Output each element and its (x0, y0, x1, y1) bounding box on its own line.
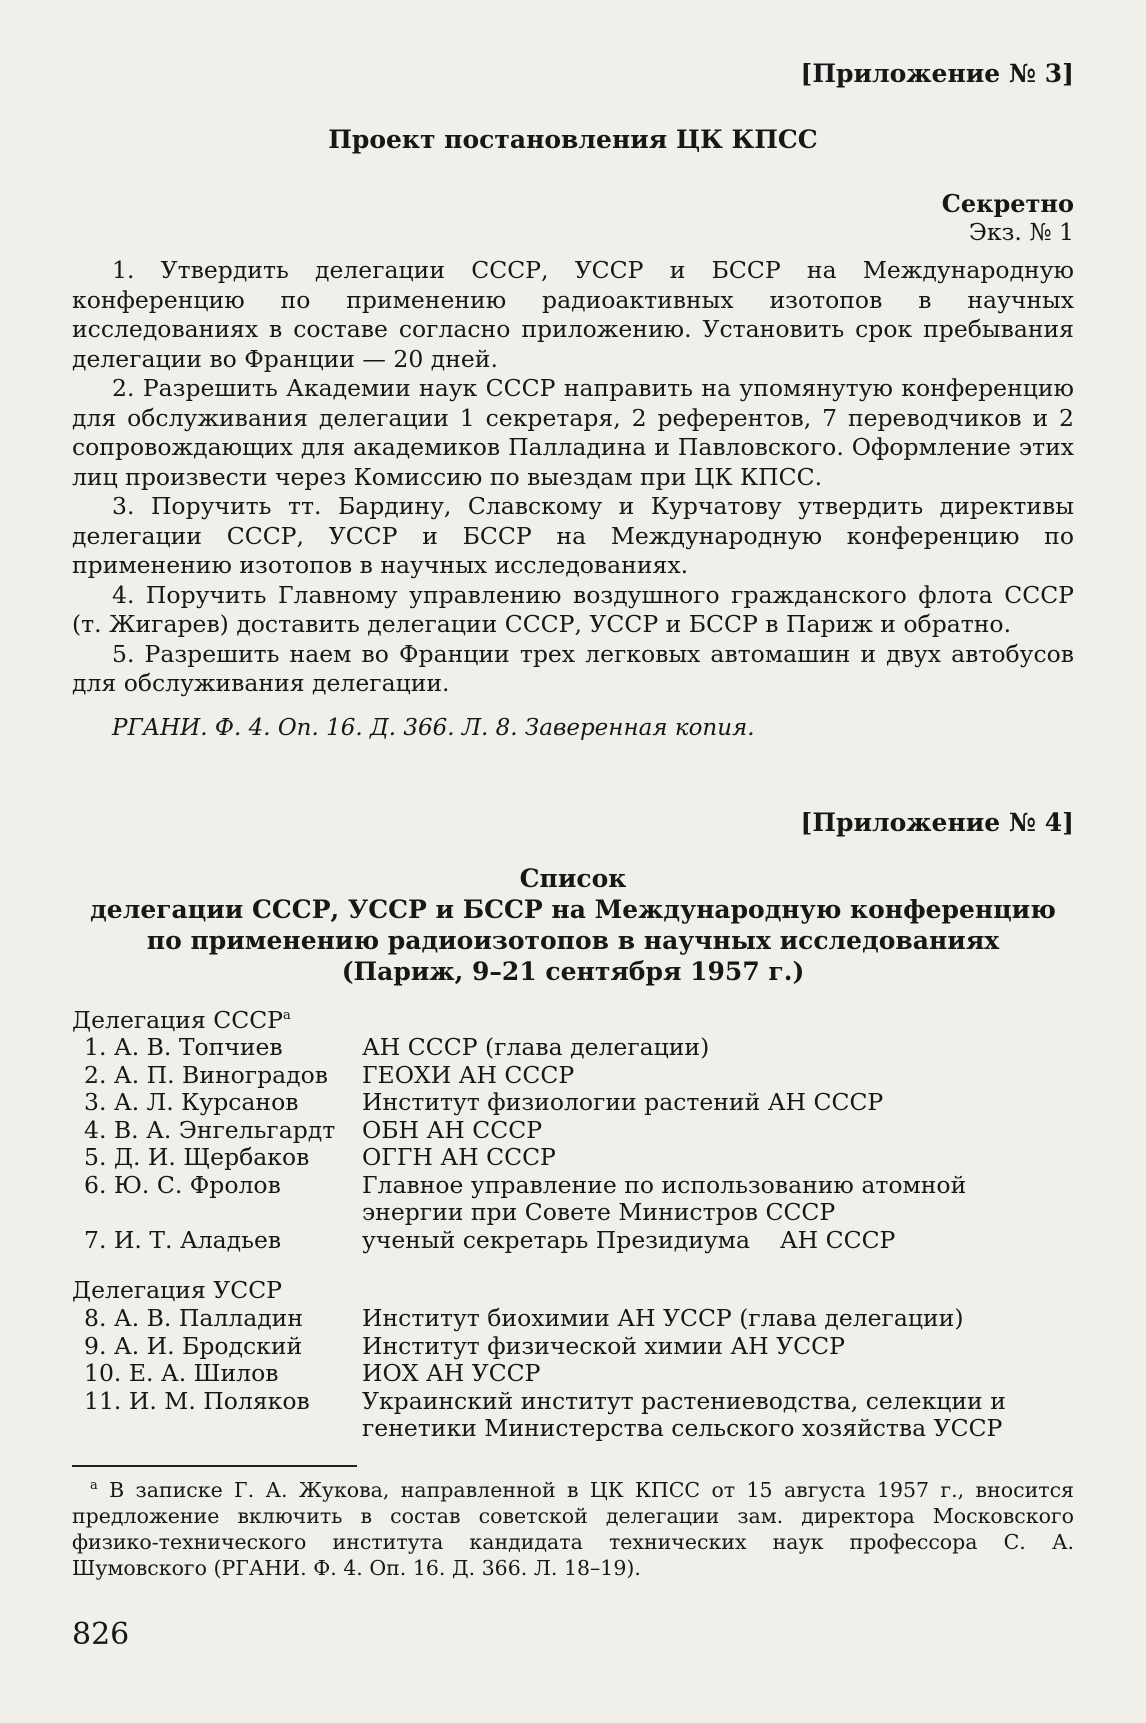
archive-source: РГАНИ. Ф. 4. Оп. 16. Д. 366. Л. 8. Заверенная копия. (112, 714, 755, 741)
list-title-line: Список (519, 863, 627, 893)
table-row: 3. А. Л. Курсанов Институт физиологии растений АН СССР (84, 1088, 884, 1117)
delegation-heading: Делегация УССР (72, 1276, 282, 1305)
footnote: $^а$ В записке Г. А. Жукова, направленной в ЦК КПСС от 15 августа 1957 г., вносится предложение включить в состав советской делегации зам. директора Московского физико-технического института кандидата технических наук профессора С. А. Шумовского (РГАНИ. Ф. 4. Оп. 16. Д. 366. Л. 18–19). (72, 1477, 1074, 1580)
decree-paragraph: 3. Поручить тт. Бардину, Славскому и Курчатову утвердить директивы делегации СССР, УССР и БССР на Международную конференцию по применению изотопов в научных исследованиях. (72, 492, 1074, 579)
delegation-table-ukssr (72, 1305, 1074, 1443)
decree-paragraph: 1. Утвердить делегации СССР, УССР и БССР на Международную конференцию по применению радиоактивных изотопов в научных исследованиях в составе согласно приложению. Установить срок пребывания делегации во Франции — 20 дней. (72, 256, 1074, 373)
page-number: 826 (72, 1617, 130, 1652)
decree-paragraph: 5. Разрешить наем во Франции трех легковых автомашин и двух автобусов для обслуживания делегации. (72, 639, 1074, 697)
list-title-line: (Париж, 9–21 сентября 1957 г.) (341, 956, 805, 986)
table-row: 9. А. И. Бродский Институт физической химии АН УССР (84, 1331, 845, 1360)
decree-body (72, 256, 1074, 699)
footnote-divider (72, 1465, 357, 1467)
table-row: 8. А. В. Палладин Институт биохимии АН УССР (глава делегации) (84, 1304, 964, 1333)
table-row: 1. А. В. Топчиев АН СССР (глава делегации) (84, 1033, 710, 1062)
secrecy-stamp: Секретно (941, 189, 1074, 218)
table-row: 11. И. М. Поляков Украинский институт растениеводства, селекции и генетики Министерства сельского хозяйства УССР (84, 1386, 1006, 1443)
list-title-line: делегации СССР, УССР и БССР на Международную конференцию (90, 894, 1056, 924)
delegation-table-ussr (72, 1034, 1074, 1254)
appendix-4-label: [Приложение № 4] (800, 807, 1074, 837)
copy-number: Экз. № 1 (968, 218, 1074, 246)
decree-paragraph: 2. Разрешить Академии наук СССР направить на упомянутую конференцию для обслуживания делегации 1 секретаря, 2 референтов, 7 переводчиков и 2 сопровождающих для академиков Палладина и Павловского. Оформление этих лиц произвести через Комиссию по выездам при ЦК КПСС. (72, 374, 1074, 491)
list-title (72, 863, 1074, 987)
appendix-3-label: [Приложение № 3] (800, 59, 1074, 88)
footnote-marker: а (283, 1007, 291, 1023)
table-row: 7. И. Т. Аладьев ученый секретарь Президиума АН СССР (84, 1225, 896, 1254)
table-row: 4. В. А. Энгельгардт ОБН АН СССР (84, 1115, 543, 1144)
table-row: 10. Е. А. Шилов ИОХ АН УССР (84, 1359, 541, 1388)
appendix-3-title: Проект постановления ЦК КПСС (328, 125, 818, 154)
table-row: 6. Ю. С. Фролов Главное управление по использованию атомной энергии при Совете Министров СССР (84, 1170, 967, 1227)
table-row: 2. А. П. Виноградов ГЕОХИ АН СССР (84, 1060, 575, 1089)
delegation-heading: Делегация $СССР^а$ (72, 1005, 291, 1034)
document-page (72, 58, 1074, 1658)
decree-paragraph: 4. Поручить Главному управлению воздушного гражданского флота СССР (т. Жигарев) доставить делегации СССР, УССР и БССР в Париж и обратно. (72, 580, 1074, 638)
list-title-line: по применению радиоизотопов в научных исследованиях (146, 925, 1000, 955)
table-row: 5. Д. И. Щербаков ОГГН АН СССР (84, 1143, 556, 1172)
footnote-marker: а (90, 1477, 98, 1493)
